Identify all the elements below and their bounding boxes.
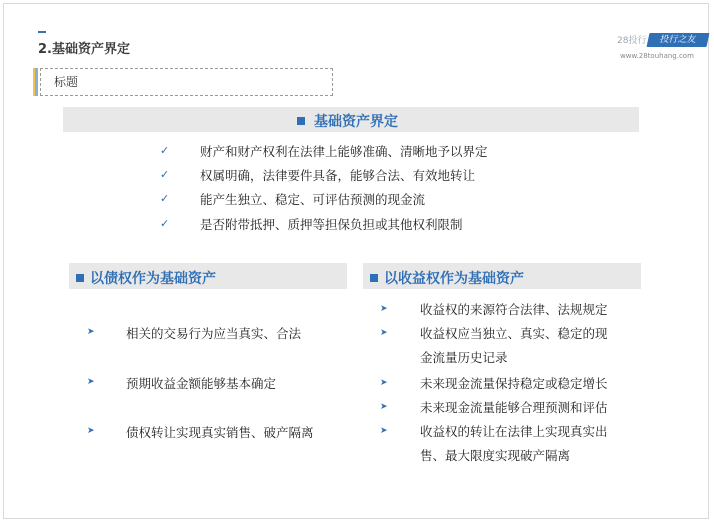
main-item: 能产生独立、稳定、可评估预测的现金流 [200,192,426,207]
title-placeholder-label: 标题 [54,75,79,89]
check-icon: ✓ [160,168,170,181]
square-bullet-icon [76,274,84,282]
main-item: 财产和财产权利在法律上能够准确、清晰地予以界定 [200,144,488,159]
right-item: 收益权的转让在法律上实现真实出 [420,424,608,439]
arrow-right-icon: ➤ [87,426,95,436]
main-section-heading: 基础资产界定 [297,111,398,131]
right-item: 未来现金流量能够合理预测和评估 [420,400,608,415]
left-item: 相关的交易行为应当真实、合法 [126,326,302,341]
square-bullet-icon [370,274,378,282]
logo-badge: 投行之友 [647,33,710,47]
title-accent-line [38,31,46,33]
check-icon: ✓ [160,144,170,157]
check-icon: ✓ [160,217,170,230]
arrow-right-icon: ➤ [380,328,388,338]
square-bullet-icon [297,117,305,125]
left-item: 债权转让实现真实销售、破产隔离 [126,425,314,440]
arrow-right-icon: ➤ [380,426,388,436]
left-section-heading: 以债权作为基础资产 [76,268,216,288]
right-item: 收益权应当独立、真实、稳定的现 [420,326,608,341]
arrow-right-icon: ➤ [87,327,95,337]
check-icon: ✓ [160,192,170,205]
logo [617,33,709,63]
logo-site-name: 28投行 [617,36,647,46]
main-item: 是否附带抵押、质押等担保负担或其他权利限制 [200,217,463,232]
page-title: 2.基础资产界定 [38,42,130,57]
arrow-right-icon: ➤ [380,402,388,412]
label-bar-decoration [33,68,38,96]
right-item: 收益权的来源符合法律、法规规定 [420,302,608,317]
logo-url: www.28touhang.com [620,52,694,60]
title-placeholder-box[interactable] [40,68,333,96]
left-item: 预期收益金额能够基本确定 [126,376,277,391]
arrow-right-icon: ➤ [87,377,95,387]
main-item: 权属明确，法律要件具备，能够合法、有效地转让 [200,168,476,183]
arrow-right-icon: ➤ [380,304,388,314]
right-item-continuation: 金流量历史记录 [420,350,508,365]
right-item: 未来现金流量保持稳定或稳定增长 [420,376,608,391]
right-section-heading: 以收益权作为基础资产 [370,268,524,288]
arrow-right-icon: ➤ [380,378,388,388]
right-item-continuation: 售、最大限度实现破产隔离 [420,448,571,463]
